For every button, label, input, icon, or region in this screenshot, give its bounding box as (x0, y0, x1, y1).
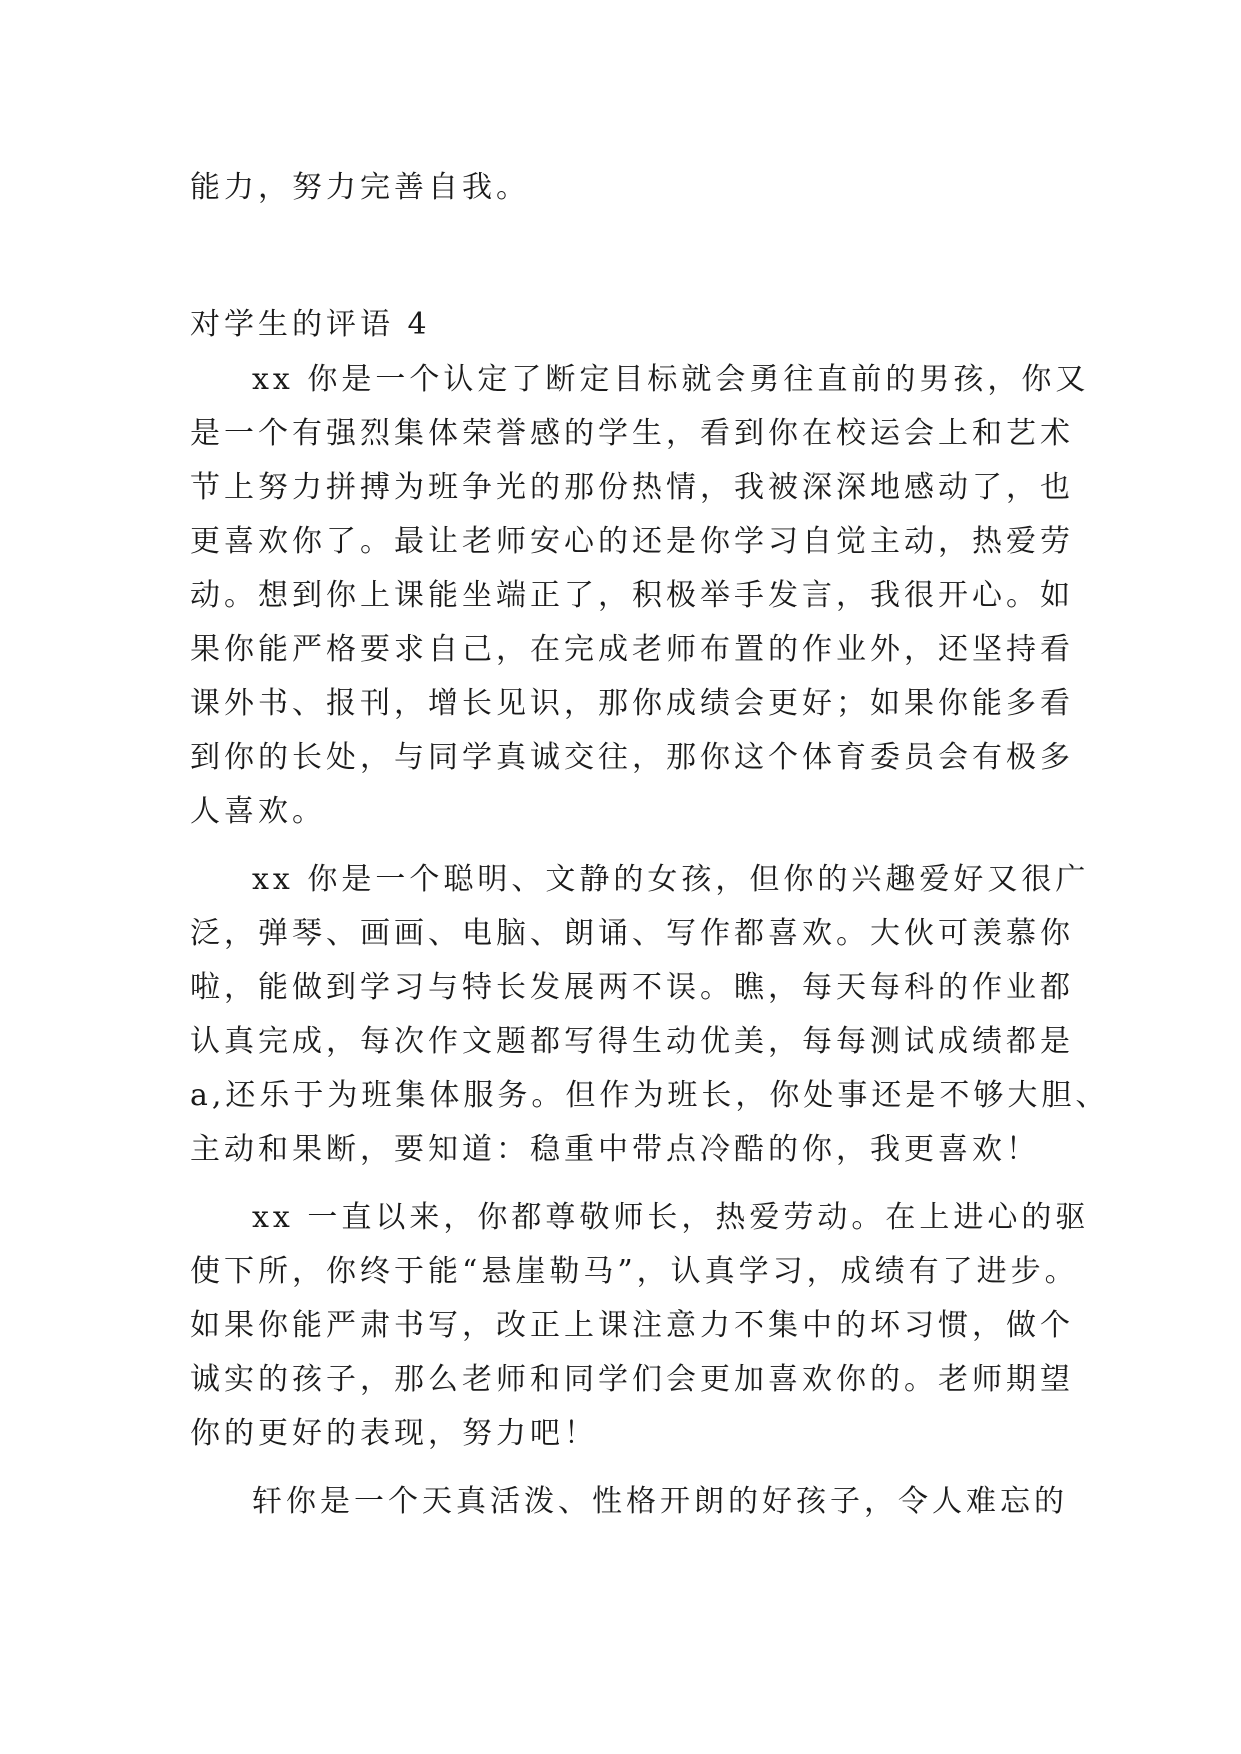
paragraph-line: 主动和果断，要知道：稳重中带点冷酷的你，我更喜欢！ (190, 1132, 1040, 1167)
paragraph-line: 诚实的孩子，那么老师和同学们会更加喜欢你的。老师期望 (190, 1362, 1074, 1397)
paragraph-line: xx 一直以来，你都尊敬师长，热爱劳动。在上进心的驱 (252, 1200, 1090, 1235)
paragraph-line: xx 你是一个聪明、文静的女孩，但你的兴趣爱好又很广 (252, 862, 1090, 897)
paragraph-line: xx 你是一个认定了断定目标就会勇往直前的男孩，你又 (252, 362, 1090, 397)
paragraph-line: 泛，弹琴、画画、电脑、朗诵、写作都喜欢。大伙可羡慕你 (190, 916, 1074, 951)
paragraph-line: 动。想到你上课能坐端正了，积极举手发言，我很开心。如 (190, 578, 1074, 613)
section-heading: 对学生的评语 4 (190, 307, 431, 342)
paragraph-line: 认真完成，每次作文题都写得生动优美，每每测试成绩都是 (190, 1024, 1074, 1059)
paragraph-line: 人喜欢。 (190, 794, 326, 829)
paragraph-line: 更喜欢你了。最让老师安心的还是你学习自觉主动，热爱劳 (190, 524, 1074, 559)
paragraph-line: 是一个有强烈集体荣誉感的学生，看到你在校运会上和艺术 (190, 416, 1074, 451)
paragraph-line: 轩你是一个天真活泼、性格开朗的好孩子，令人难忘的 (252, 1484, 1068, 1519)
paragraph-line: 能力，努力完善自我。 (190, 170, 530, 205)
paragraph-line: 使下所，你终于能“悬崖勒马”，认真学习，成绩有了进步。 (190, 1254, 1079, 1289)
paragraph-line: a,还乐于为班集体服务。但作为班长，你处事还是不够大胆、 (190, 1078, 1110, 1113)
paragraph-line: 你的更好的表现，努力吧！ (190, 1416, 598, 1451)
paragraph-line: 果你能严格要求自己，在完成老师布置的作业外，还坚持看 (190, 632, 1074, 667)
paragraph-line: 到你的长处，与同学真诚交往，那你这个体育委员会有极多 (190, 740, 1074, 775)
paragraph-line: 节上努力拼搏为班争光的那份热情，我被深深地感动了，也 (190, 470, 1074, 505)
paragraph-line: 啦，能做到学习与特长发展两不误。瞧，每天每科的作业都 (190, 970, 1074, 1005)
paragraph-line: 课外书、报刊，增长见识，那你成绩会更好；如果你能多看 (190, 686, 1074, 721)
paragraph-line: 如果你能严肃书写，改正上课注意力不集中的坏习惯，做个 (190, 1308, 1074, 1343)
